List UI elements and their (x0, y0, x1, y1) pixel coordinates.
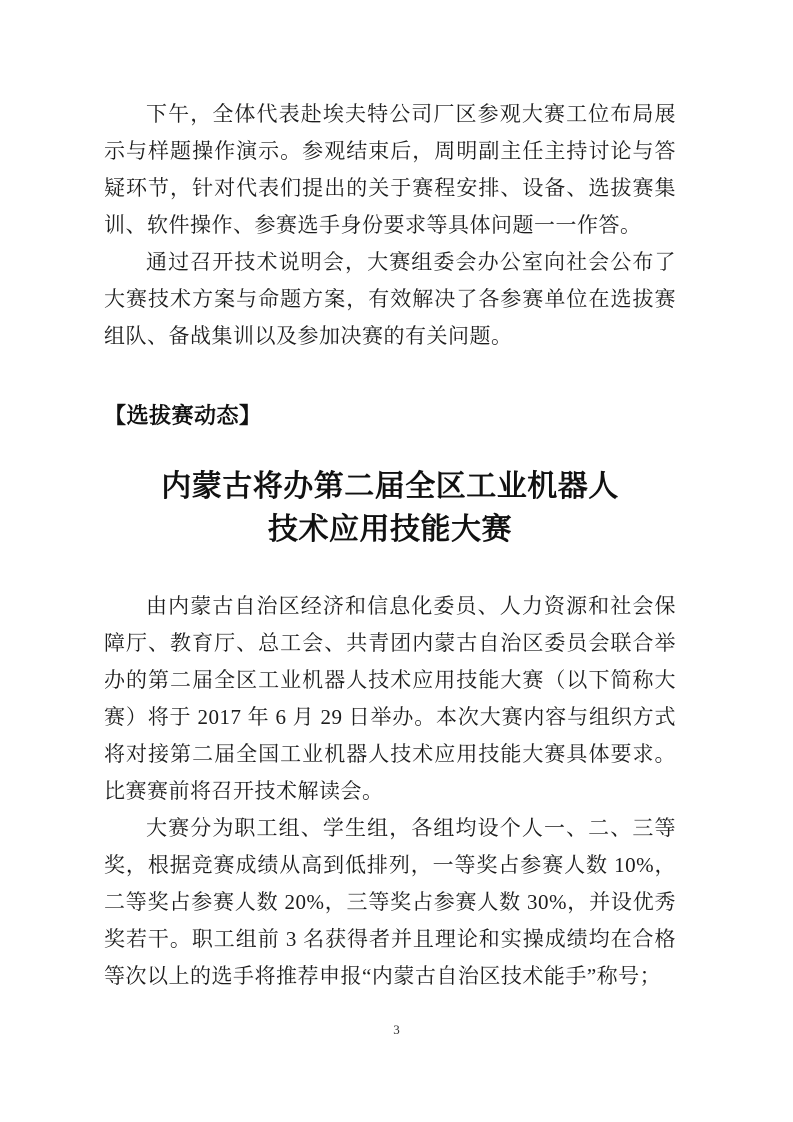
article-body (104, 588, 676, 995)
page-content (104, 96, 676, 995)
article-title (104, 465, 676, 551)
section-header: 【选拔赛动态】 (104, 404, 262, 429)
intro-paragraph-1: 下午，全体代表赴埃夫特公司厂区参观大赛工位布局展示与样题操作演示。参观结束后，周明副主任主持讨论与答疑环节，针对代表们提出的关于赛程安排、设备、选拔赛集训、软件操作、参赛选手身份要求等具体问题一一作答。 (104, 102, 676, 237)
page-number: 3 (393, 1022, 400, 1037)
article-title-line-2: 技术应用技能大赛 (268, 512, 512, 547)
intro-paragraph-2: 通过召开技术说明会，大赛组委会办公室向社会公布了大赛技术方案与命题方案，有效解决了各参赛单位在选拔赛组队、备战集训以及参加决赛的有关问题。 (104, 250, 676, 348)
article-paragraph-1: 由内蒙古自治区经济和信息化委员、人力资源和社会保障厅、教育厅、总工会、共青团内蒙古自治区委员会联合举办的第二届全区工业机器人技术应用技能大赛（以下简称大赛）将于 2017 年 6 月 29 日举办。本次大赛内容与组织方式将对接第二届全国工业机器人技术应用技能大赛具体要求。比赛赛前将召开技术解读会。 (104, 594, 676, 803)
article-paragraph-2: 大赛分为职工组、学生组，各组均设个人一、二、三等奖，根据竞赛成绩从高到低排列，一等奖占参赛人数 10%，二等奖占参赛人数 20%，三等奖占参赛人数 30%，并设优秀奖若干。职工组前 3 名获得者并且理论和实操成绩均在合格等次以上的选手将推荐申报“内蒙古自治区技术能手”称号； (104, 816, 676, 988)
article-title-line-1: 内蒙古将办第二届全区工业机器人 (161, 469, 619, 504)
